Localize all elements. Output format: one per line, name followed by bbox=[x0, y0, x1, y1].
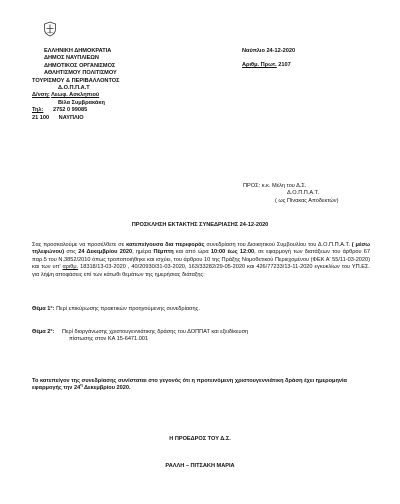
body-text-5: στις bbox=[66, 249, 76, 256]
body-text-7: , ημέρα bbox=[132, 249, 152, 256]
agenda-item-1-label: Θέμα 1 bbox=[32, 306, 51, 312]
sender-header bbox=[32, 48, 202, 122]
urgency-note bbox=[32, 378, 370, 393]
body-text-1: Σας προσκαλούμε να προσέλθετε σε bbox=[32, 242, 125, 248]
body-day: Πέμπτη bbox=[153, 249, 174, 256]
agenda-item-2-text: Περί διοργάνωσης χριστουγεννιάτικης δράσης του ΔΟΠΠΑΤ και εξειδίκευση bbox=[62, 329, 249, 335]
body-num-abbrev: αριθμ. bbox=[62, 264, 79, 271]
header-municipality: ΔΗΜΟΣ ΝΑΥΠΛΙΕΩΝ bbox=[44, 55, 99, 62]
urgency-note-text: Το κατεπείγον της συνεδρίασης συνίσταται στο γεγονός ότι η προτεινόμενη χριστουγεννιάτικη δράση έχει ημερομηνία εφαρμογής την 24 bbox=[32, 378, 347, 392]
header-org-line3: ΤΟΥΡΙΣΜΟΥ & ΠΕΡΙΒΑΛΛΟΝΤΟΣ bbox=[32, 77, 120, 84]
phone-label: Τηλ: bbox=[32, 107, 44, 114]
header-org-line2: ΑΘΛΗΤΙΣΜΟΥ ΠΟΛΙΤΙΣΜΟΥ bbox=[44, 70, 117, 77]
address-label: Δ/νση: bbox=[32, 92, 50, 99]
body-text-11: , σε εφαρμογή των διατάξεων του άρθρου 67 παρ.5 του Ν.3852/2010 όπως τροποποιήθηκε και ισχύει, του άρθρου 10 της Πράξης Νομοθετικού Περιεχομένου (ΦΕΚ Α' 55/11-03-2020) και των υπ' bbox=[32, 249, 371, 271]
postcode: 21 100 bbox=[32, 114, 50, 121]
header-address-line2: Βίλα Συμβρακάκη bbox=[58, 99, 105, 106]
agenda-item-2-text-line2: πίστωσης στον ΚΑ 15-6471.001 bbox=[69, 336, 149, 343]
agenda-item-1-sep: °: bbox=[50, 306, 55, 312]
recipient-line3: ( ως Πίνακας Αποδεκτών) bbox=[275, 197, 339, 204]
header-phone bbox=[32, 107, 202, 114]
body-date: 24 Δεκεμβρίου 2020 bbox=[78, 249, 133, 256]
urgency-note-sup: η bbox=[80, 382, 83, 388]
document-meta bbox=[242, 48, 295, 70]
agenda-item-1 bbox=[32, 306, 200, 313]
body-text-9: και από ώρα bbox=[175, 249, 209, 256]
agenda-item-1-text: Περί επικύρωσης πρακτικών προηγούμενης συνεδρίασης. bbox=[56, 306, 200, 312]
recipient-line2: Δ.Ο.Π.Π.Α.Τ. bbox=[287, 190, 320, 197]
body-text-13: 18318/13-03-2020 , 40/20930/31-03-2020, 163/33282/29-05-2020 και 426/77233/13-11-2020 εγκυκλίων του ΥΠ.ΕΣ. για λήψη αποφάσεις επί των κάτωθι θεμάτων της ημερήσιας διάταξης: bbox=[32, 264, 370, 278]
agenda-item-2-label: Θέμα 2 bbox=[32, 329, 51, 335]
city: ΝΑΥΠΛΙΟ bbox=[58, 114, 84, 121]
phone-value: 2752 0 99085 bbox=[52, 107, 88, 114]
protocol-number: 2107 bbox=[278, 62, 291, 69]
urgency-note-date: Δεκεμβρίου 2020. bbox=[82, 385, 131, 392]
document-date: Ναύπλιο 24-12-2020 bbox=[242, 48, 296, 54]
greek-emblem-icon bbox=[43, 21, 57, 37]
header-country: ΕΛΛΗΝΙΚΗ ΔΗΜΟΚΡΑΤΙΑ bbox=[44, 48, 112, 54]
signature-role: Η ΠΡΟΕΔΡΟΣ ΤΟΥ Δ.Σ. bbox=[169, 436, 231, 442]
header-org-line1: ΔΗΜΟΤΙΚΟΣ ΟΡΓΑΝΙΣΜΟΣ bbox=[44, 62, 116, 69]
body-urgent: κατεπείγουσα δια περιφοράς bbox=[126, 242, 205, 248]
protocol-number-line bbox=[242, 62, 295, 69]
recipient-line1: ΠΡΟΣ: κ.κ. Μέλη του Δ.Σ. bbox=[243, 183, 307, 189]
body-text-3: συνεδρίαση του Διοικητικού Συμβουλίου του Δ.Ο.Π.Π.Α.Τ. bbox=[206, 242, 350, 248]
address-value: Λεωφ. Ασκληπιού bbox=[51, 92, 100, 99]
signature-name: ΡΑΛΛΗ – ΠΙΤΣΑΚΗ ΜΑΡΙΑ bbox=[165, 463, 235, 469]
agenda-item-2 bbox=[32, 329, 362, 344]
agenda-item-2-sep: °: bbox=[50, 329, 55, 335]
body-time: 10:00 έως 12:00 bbox=[210, 249, 255, 256]
recipient-block bbox=[243, 183, 378, 205]
invitation-paragraph bbox=[32, 242, 370, 279]
protocol-label: Αριθμ. Πρωτ. bbox=[242, 62, 277, 69]
header-org-acronym: Δ.Ο.Π.Π.Α.Τ bbox=[58, 85, 90, 92]
body-phone-mode: ( μέσω τηλεφώνου) bbox=[32, 242, 371, 256]
header-postcode-city bbox=[32, 115, 202, 122]
header-address bbox=[32, 92, 202, 99]
document-title: ΠΡΟΣΚΛΗΣΗ ΕΚΤΑΚΤΗΣ ΣΥΝΕΔΡΙΑΣΗΣ 24-12-2020 bbox=[131, 222, 269, 228]
